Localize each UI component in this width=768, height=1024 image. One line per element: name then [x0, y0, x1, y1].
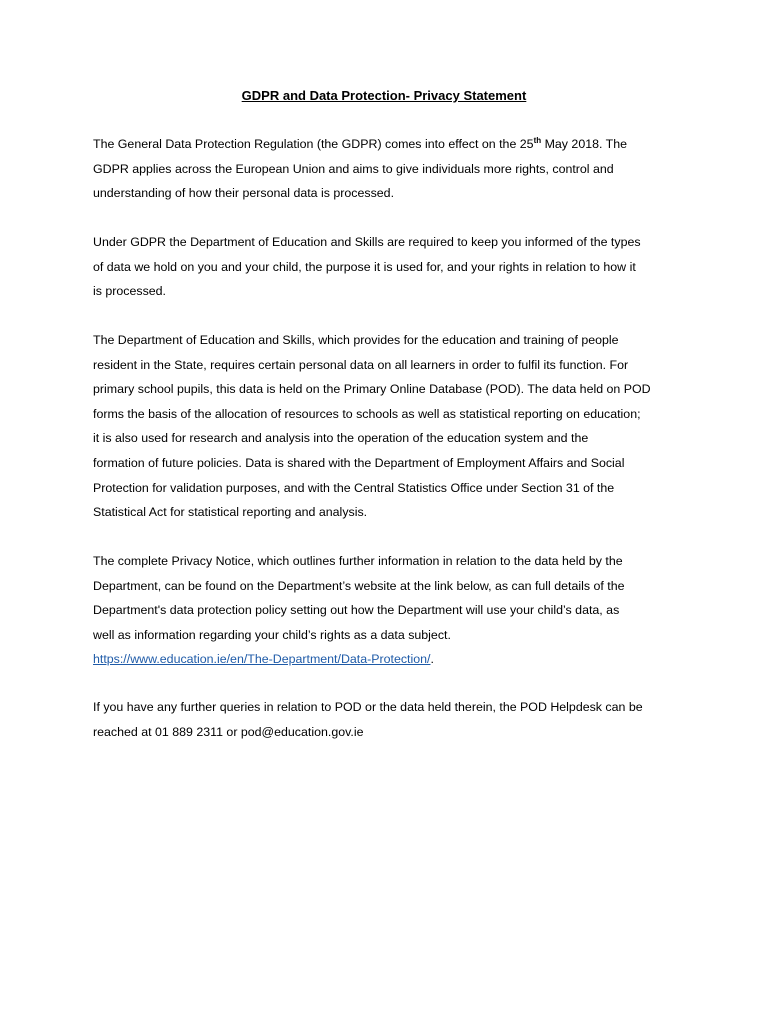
- superscript: th: [533, 136, 542, 145]
- paragraph-line: resident in the State, requires certain personal data on all learners in order to fulfil its function. For: [93, 357, 629, 372]
- paragraph-contact: [93, 695, 679, 744]
- text-span: May 2018. The: [541, 137, 628, 151]
- paragraph-line: Department, can be found on the Department’s website at the link below, as can full details of the: [93, 578, 625, 593]
- paragraph-line: The Department of Education and Skills, which provides for the education and training of people: [93, 333, 619, 347]
- paragraph-line: Statistical Act for statistical reporting and analysis.: [93, 505, 368, 520]
- paragraph-line: Protection for validation purposes, and with the Central Statistics Office under Section 31 of the: [93, 480, 615, 495]
- paragraph-line: is processed.: [93, 284, 167, 299]
- text-span: The General Data Protection Regulation (the GDPR) comes into effect on the 25: [93, 137, 534, 151]
- data-protection-link[interactable]: https://www.education.ie/en/The-Department/Data-Protection/: [93, 652, 431, 667]
- text-span: .: [430, 652, 434, 667]
- paragraph-line: forms the basis of the allocation of resources to schools as well as statistical reporting on education;: [93, 406, 641, 421]
- paragraph-department-data: [93, 328, 679, 525]
- paragraph-line: primary school pupils, this data is held on the Primary Online Database (POD). The data held on POD: [93, 382, 651, 397]
- paragraph-line: Department's data protection policy setting out how the Department will use your child’s data, as: [93, 603, 620, 618]
- paragraph-gdpr-intro: [93, 132, 679, 206]
- paragraph-line: [93, 647, 679, 672]
- paragraph-line: well as information regarding your child’s rights as a data subject.: [93, 627, 451, 642]
- paragraph-line: If you have any further queries in relation to POD or the data held therein, the POD Helpdesk can be: [93, 700, 643, 714]
- paragraph-line: understanding of how their personal data is processed.: [93, 186, 395, 201]
- paragraph-line: of data we hold on you and your child, the purpose it is used for, and your rights in relation to how it: [93, 259, 636, 274]
- paragraph-line: The complete Privacy Notice, which outlines further information in relation to the data held by the: [93, 554, 623, 568]
- paragraph-line: Under GDPR the Department of Education and Skills are required to keep you informed of the types: [93, 235, 641, 249]
- document-title: GDPR and Data Protection- Privacy Statement: [241, 88, 527, 103]
- paragraph-line: reached at 01 889 2311 or pod@education.gov.ie: [93, 724, 364, 739]
- paragraph-obligations: [93, 230, 679, 304]
- paragraph-privacy-notice: [93, 549, 679, 672]
- paragraph-line: GDPR applies across the European Union and aims to give individuals more rights, control and: [93, 161, 614, 176]
- paragraph-line: formation of future policies. Data is shared with the Department of Employment Affairs and Social: [93, 455, 625, 470]
- paragraph-line: it is also used for research and analysis into the operation of the education system and the: [93, 431, 589, 446]
- paragraph-line: [93, 132, 679, 157]
